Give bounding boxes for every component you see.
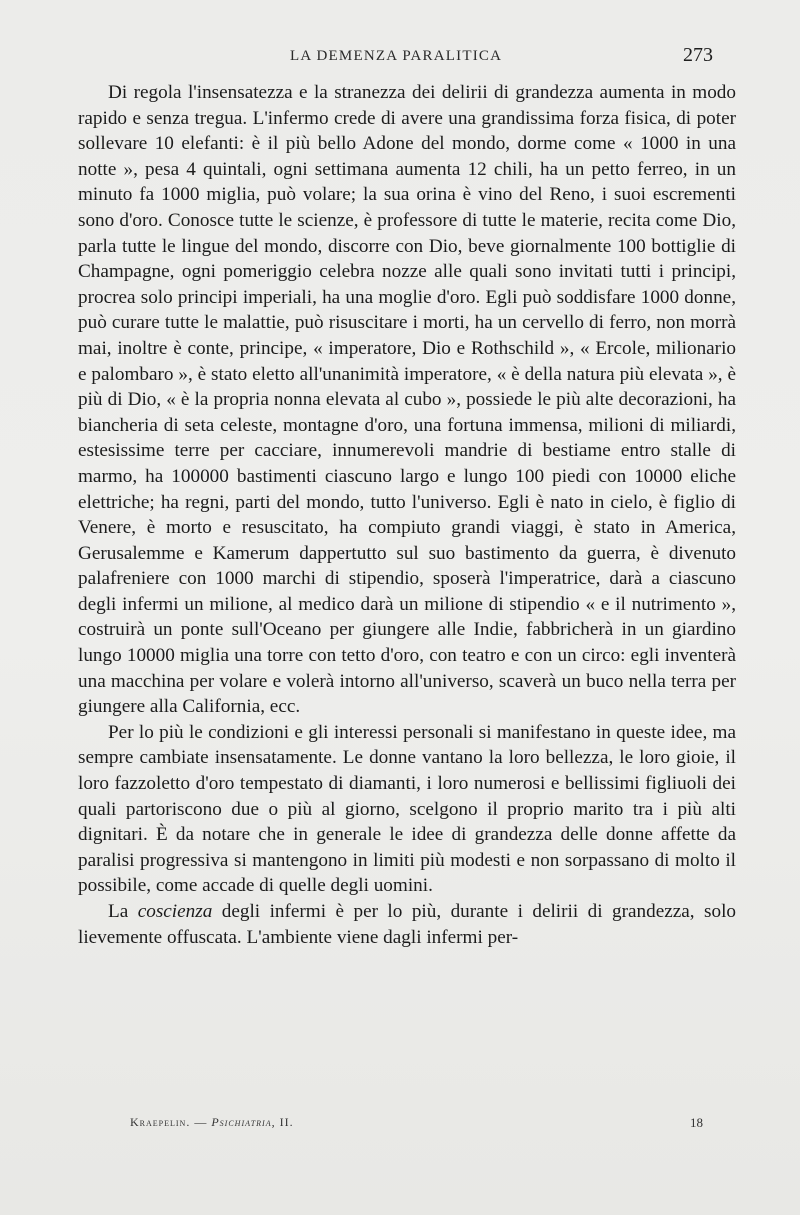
running-title: LA DEMENZA PARALITICA bbox=[290, 48, 503, 64]
body-text bbox=[78, 80, 736, 950]
footer-volume: II. bbox=[275, 1115, 294, 1129]
running-head bbox=[0, 44, 800, 74]
footer-work-title: Psichiatria, bbox=[211, 1115, 276, 1129]
paragraph-coscienza-rest: degli infermi è per lo più, durante i delirii di grandezza, solo lievemente offuscata. L'ambiente viene dagli infermi per- bbox=[78, 901, 736, 948]
footer-citation bbox=[130, 1115, 294, 1130]
paragraph-condizioni: Per lo più le condizioni e gli interessi personali si manifestano in queste idee, ma sempre cambiate insensatamente. Le donne vantano la loro bellezza, le loro gioie, il loro fazzoletto d'oro tempestato di diamanti, i loro numerosi e bellissimi figliuoli dei quali partoriscono due o più al giorno, scelgono il proprio marito tra i più alti dignitari. È da notare che in generale le idee di grandezza delle donne affette da paralisi progressiva si mantengono in limiti più modesti e non sorpassano di molto il possibile, come accade di quelle degli uomini. bbox=[78, 721, 736, 897]
page-footer bbox=[0, 1112, 800, 1136]
page-number: 273 bbox=[683, 44, 713, 66]
paragraph-coscienza-italic: coscienza bbox=[137, 901, 213, 922]
footer-author: Kraepelin. bbox=[130, 1115, 191, 1129]
paragraph-delirii: Di regola l'insensatezza e la stranezza dei delirii di grandezza aumenta in modo rapido e senza tregua. L'infermo crede di avere una grandissima forza fisica, di poter sollevare 10 elefanti: è il più bello Adone del mondo, dorme come « 1000 in una notte », pesa 4 quintali, ogni settimana aumenta 12 chili, ha un petto ferreo, in un minuto fa 1000 miglia, può volare; la sua orina è vino del Reno, i suoi escrementi sono d'oro. Conosce tutte le scienze, è professore di tutte le materie, recita come Dio, parla tutte le lingue del mondo, discorre con Dio, beve giornalmente 100 bottiglie di Champagne, ogni pomeriggio celebra nozze alle quali sono invitati tutti i principi, procrea solo principi imperiali, ha una moglie d'oro. Egli può soddisfare 1000 donne, può curare tutte le malattie, può risuscitare i morti, ha un cervello di ferro, non morrà mai, inoltre è conte, principe, « imperatore, Dio e Rothschild », « Ercole, milionario e palombaro », è stato eletto all'unanimità imperatore, « è della natura più elevata », è più di Dio, « è la propria nonna elevata al cubo », possiede le più alte decorazioni, ha biancheria di seta celeste, montagne d'oro, una fortuna immensa, milioni di miliardi, estesissime terre per cacciare, innumerevoli mandrie di bestiame entro stalle di marmo, ha 100000 bastimenti ciascuno largo e lungo 100 piedi con 10000 eliche elettriche; ha regni, parti del mondo, tutto l'universo. Egli è nato in cielo, è figlio di Venere, è morto e resuscitato, ha compiuto grandi viaggi, è stato in America, Gerusalemme e Kamerum dappertutto sul suo bastimento da guerra, è divenuto palafreniere con 1000 marchi di stipendio, sposerà l'imperatrice, darà a ciascuno degli infermi un milione, al medico darà un milione di stipendio « e il nutrimento », costruirà un ponte sull'Oceano per giungere alle Indie, fabbricherà in un giardino lungo 10000 miglia una torre con tetto d'oro, con teatro e con un circo: egli inventerà una macchina per volare e volerà intorno all'universo, scaverà un buco nella terra per giungere alla California, ecc. bbox=[78, 82, 736, 718]
footer-separator: — bbox=[190, 1115, 212, 1129]
paragraph-coscienza bbox=[78, 899, 736, 950]
signature-mark: 18 bbox=[690, 1115, 703, 1130]
paragraph-coscienza-lead: La bbox=[108, 901, 138, 922]
